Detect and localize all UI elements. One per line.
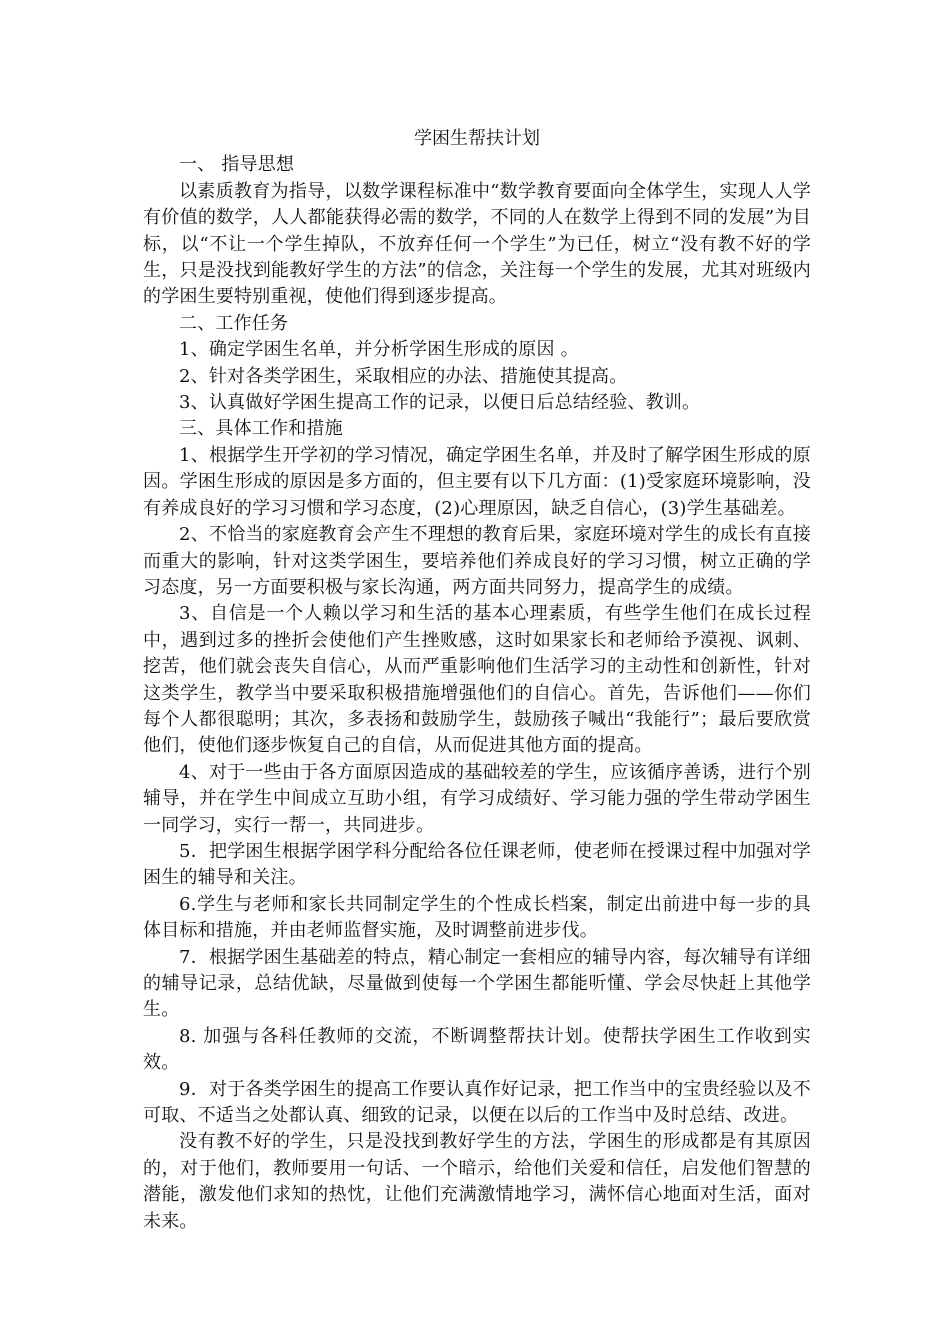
task-item: 3、认真做好学困生提高工作的记录，以便日后总结经验、教训。 [179, 392, 701, 414]
measure-item: 1、根据学生开学初的学习情况，确定学困生名单，并及时了解学困生形成的原因。学困生形成的原因是多方面的，但主要有以下几方面：(1)受家庭环境影响，没有养成良好的学习习惯和学习态度，(2)心理原因，缺乏自信心，(3)学生基础差。 [143, 444, 811, 519]
section-heading-guiding-ideology: 一、 指导思想 [179, 154, 295, 176]
paragraph: 以素质教育为指导，以数学课程标准中“数学教育要面向全体学生，实现人人学有价值的数学，人人都能获得必需的数学，不同的人在数学上得到不同的发展”为目标，以“不让一个学生掉队，不放弃任何一个学生”为已任，树立“没有教不好的学生，只是没找到能教好学生的方法”的信念，关注每一个学生的发展，尤其对班级内的学困生要特别重视，使他们得到逐步提高。 [143, 180, 811, 308]
closing-paragraph: 没有教不好的学生，只是没找到教好学生的方法，学困生的形成都是有其原因的，对于他们，教师要用一句话、一个暗示，给他们关爱和信任，启发他们智慧的潜能，激发他们求知的热忱，让他们充满激情地学习，满怀信心地面对生活，面对未来。 [143, 1131, 811, 1232]
section-heading-work-tasks: 二、工作任务 [179, 312, 289, 334]
measure-item: 6.学生与老师和家长共同制定学生的个性成长档案，制定出前进中每一步的具体目标和措施，并由老师监督实施，及时调整前进步伐。 [143, 893, 811, 942]
measure-item: 7．根据学困生基础差的特点，精心制定一套相应的辅导内容，每次辅导有详细的辅导记录，总结优缺，尽量做到使每一个学困生都能听懂、学会尽快赶上其他学生。 [143, 946, 811, 1021]
measure-item: 3、自信是一个人赖以学习和生活的基本心理素质，有些学生他们在成长过程中，遇到过多的挫折会使他们产生挫败感，这时如果家长和老师给予漠视、讽刺、挖苦，他们就会丧失自信心，从而严重影响他们生活学习的主动性和创新性，针对这类学生，教学当中要采取积极措施增强他们的自信心。首先，告诉他们——你们每个人都很聪明；其次，多表扬和鼓励学生，鼓励孩子喊出“我能行”；最后要欣赏他们，使他们逐步恢复自己的自信，从而促进其他方面的提高。 [143, 603, 811, 757]
task-item: 2、针对各类学困生，采取相应的办法、措施使其提高。 [179, 365, 628, 387]
task-item: 1、确定学困生名单，并分析学困生形成的原因 。 [179, 339, 579, 361]
measure-item: 5．把学困生根据学困学科分配给各位任课老师，使老师在授课过程中加强对学困生的辅导和关注。 [143, 840, 811, 889]
document-body [143, 126, 811, 1235]
measure-item: 9．对于各类学困生的提高工作要认真作好记录，把工作当中的宝贵经验以及不可取、不适当之处都认真、细致的记录，以便在以后的工作当中及时总结、改进。 [143, 1078, 811, 1127]
measure-item: 8. 加强与各科任教师的交流，不断调整帮扶计划。使帮扶学困生工作收到实效。 [143, 1025, 811, 1074]
measure-item: 2、不恰当的家庭教育会产生不理想的教育后果，家庭环境对学生的成长有直接而重大的影响，针对这类学困生，要培养他们养成良好的学习习惯，树立正确的学习态度，另一方面要积极与家长沟通，两方面共同努力，提高学生的成绩。 [143, 524, 811, 598]
document-title: 学困生帮扶计划 [414, 128, 540, 149]
measure-item: 4、对于一些由于各方面原因造成的基础较差的学生，应该循序善诱，进行个别辅导，并在学生中间成立互助小组，有学习成绩好、学习能力强的学生带动学困生一同学习，实行一帮一，共同进步。 [143, 761, 811, 836]
section-heading-measures: 三、具体工作和措施 [179, 418, 343, 440]
